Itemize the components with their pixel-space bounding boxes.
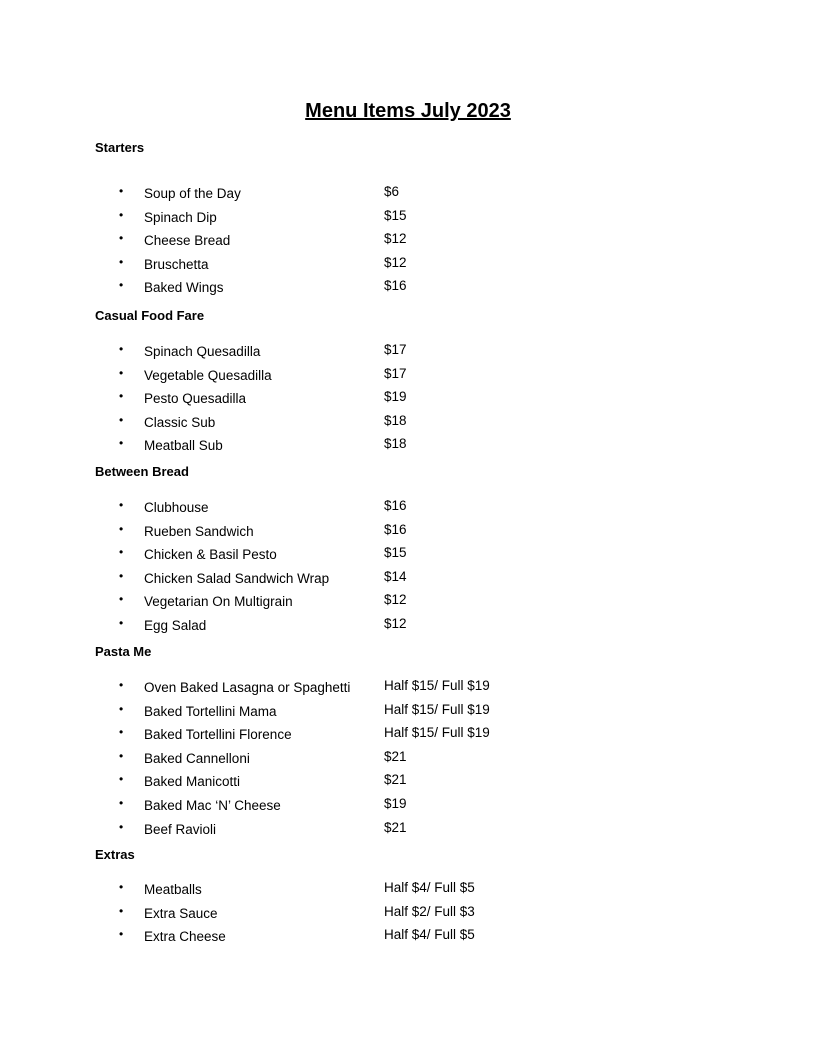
bullet-icon: • <box>119 819 124 834</box>
item-price: Half $4/ Full $5 <box>384 880 475 895</box>
item-name: Spinach Quesadilla <box>144 344 261 359</box>
menu-item <box>0 436 816 456</box>
bullet-icon: • <box>119 880 124 894</box>
bullet-icon: • <box>119 521 124 536</box>
item-name: Meatball Sub <box>144 438 223 454</box>
bullet-icon: • <box>119 498 124 512</box>
bullet-icon: • <box>119 412 124 427</box>
item-name: Baked Tortellini Mama <box>144 703 277 719</box>
item-price: $12 <box>384 616 407 631</box>
menu-item <box>0 545 816 565</box>
item-price: $17 <box>384 365 407 381</box>
bullet-icon: • <box>119 568 124 583</box>
item-name: Oven Baked Lasagna or Spaghetti <box>144 680 351 695</box>
section-heading: Pasta Me <box>95 644 152 659</box>
section-heading: Starters <box>95 140 145 155</box>
item-name: Vegetarian On Multigrain <box>144 594 293 610</box>
item-price: $18 <box>384 436 407 452</box>
bullet-icon: • <box>119 796 124 810</box>
bullet-icon: • <box>119 278 124 293</box>
item-price: $19 <box>384 389 407 405</box>
menu-item <box>0 592 816 612</box>
menu-item <box>0 522 816 542</box>
menu-item <box>0 772 816 792</box>
item-price: $12 <box>384 592 407 608</box>
item-price: $14 <box>384 568 407 584</box>
bullet-icon: • <box>119 342 124 356</box>
item-price: Half $15/ Full $19 <box>384 725 490 741</box>
section-heading: Casual Food Fare <box>95 308 205 323</box>
item-name: Cheese Bread <box>144 233 231 249</box>
item-name: Rueben Sandwich <box>144 523 254 539</box>
menu-item <box>0 278 816 298</box>
page-title: Menu Items July 2023 <box>305 100 511 122</box>
menu-item <box>0 184 816 204</box>
bullet-icon: • <box>119 772 124 787</box>
bullet-icon: • <box>119 592 124 607</box>
bullet-icon: • <box>119 365 124 380</box>
menu-item <box>0 342 816 362</box>
item-name: Extra Cheese <box>144 929 226 945</box>
bullet-icon: • <box>119 184 124 198</box>
menu-item <box>0 880 816 900</box>
menu-item <box>0 796 816 816</box>
menu-item <box>0 749 816 769</box>
item-name: Beef Ravioli <box>144 821 217 837</box>
item-price: $21 <box>384 772 407 788</box>
menu-item <box>0 231 816 251</box>
item-name: Baked Manicotti <box>144 774 241 790</box>
item-name: Baked Wings <box>144 280 224 296</box>
bullet-icon: • <box>119 903 124 918</box>
item-name: Chicken & Basil Pesto <box>144 547 277 563</box>
item-name: Meatballs <box>144 882 202 897</box>
item-price: $17 <box>384 342 407 357</box>
menu-item <box>0 725 816 745</box>
menu-item <box>0 702 816 722</box>
bullet-icon: • <box>119 389 124 404</box>
section-heading: Between Bread <box>95 464 189 479</box>
item-price: $6 <box>384 184 400 199</box>
bullet-icon: • <box>119 207 124 222</box>
item-price: $19 <box>384 796 407 811</box>
menu-item <box>0 413 816 433</box>
bullet-icon: • <box>119 725 124 740</box>
item-price: Half $4/ Full $5 <box>384 927 475 943</box>
item-name: Baked Cannelloni <box>144 750 250 766</box>
menu-item <box>0 616 816 636</box>
item-price: $16 <box>384 498 407 513</box>
item-price: $15 <box>384 207 407 223</box>
item-price: $12 <box>384 254 407 270</box>
item-price: $16 <box>384 278 407 294</box>
menu-item <box>0 678 816 698</box>
item-price: $16 <box>384 521 407 537</box>
item-price: Half $15/ Full $19 <box>384 701 490 717</box>
item-name: Chicken Salad Sandwich Wrap <box>144 570 330 586</box>
menu-item <box>0 498 816 518</box>
section-heading: Extras <box>95 847 135 862</box>
item-name: Baked Tortellini Florence <box>144 727 292 743</box>
menu-item <box>0 820 816 840</box>
menu-item <box>0 389 816 409</box>
item-price: $15 <box>384 545 407 561</box>
menu-item <box>0 366 816 386</box>
menu-item <box>0 255 816 275</box>
item-name: Soup of the Day <box>144 186 241 201</box>
bullet-icon: • <box>119 748 124 763</box>
item-price: $18 <box>384 412 407 428</box>
item-name: Extra Sauce <box>144 905 218 921</box>
menu-item <box>0 904 816 924</box>
item-name: Spinach Dip <box>144 209 217 225</box>
item-price: Half $2/ Full $3 <box>384 903 475 919</box>
item-name: Bruschetta <box>144 256 209 272</box>
item-name: Vegetable Quesadilla <box>144 367 272 383</box>
item-price: $21 <box>384 819 407 835</box>
item-name: Clubhouse <box>144 500 209 515</box>
menu-item <box>0 208 816 228</box>
bullet-icon: • <box>119 678 124 692</box>
item-price: $12 <box>384 231 407 247</box>
menu-item <box>0 927 816 947</box>
bullet-icon: • <box>119 616 124 630</box>
item-name: Classic Sub <box>144 414 216 430</box>
item-price: Half $15/ Full $19 <box>384 678 490 693</box>
menu-item <box>0 569 816 589</box>
bullet-icon: • <box>119 231 124 246</box>
item-name: Pesto Quesadilla <box>144 391 247 407</box>
bullet-icon: • <box>119 436 124 451</box>
item-price: $21 <box>384 748 407 764</box>
bullet-icon: • <box>119 701 124 716</box>
bullet-icon: • <box>119 254 124 269</box>
bullet-icon: • <box>119 545 124 560</box>
bullet-icon: • <box>119 927 124 942</box>
item-name: Baked Mac ‘N’ Cheese <box>144 798 281 813</box>
item-name: Egg Salad <box>144 618 207 633</box>
